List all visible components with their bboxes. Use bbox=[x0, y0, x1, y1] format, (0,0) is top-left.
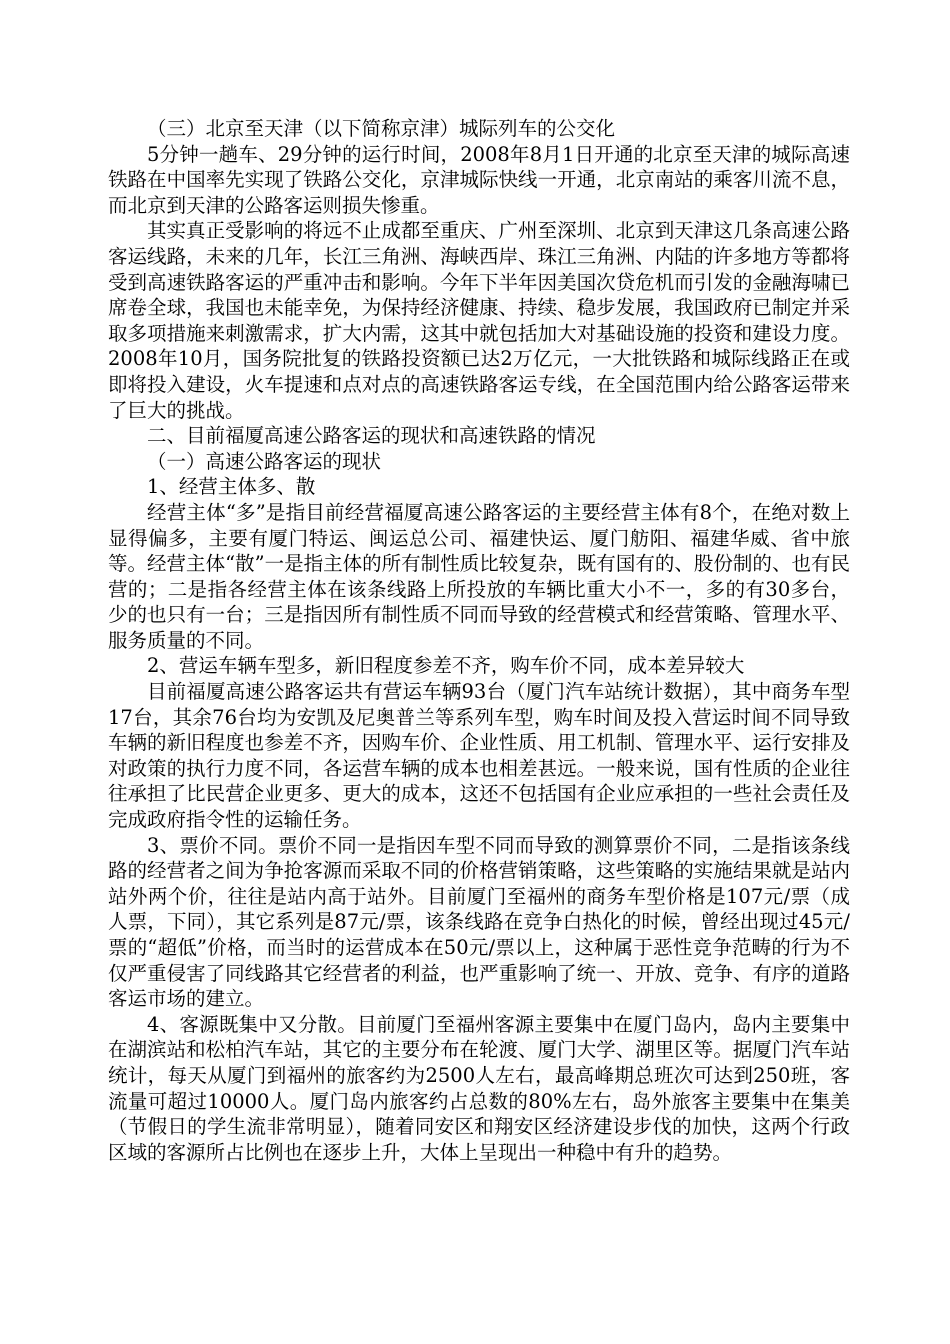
item-heading-vehicles: 2、营运车辆车型多，新旧程度参差不齐，购车价不同，成本差异较大 bbox=[147, 654, 745, 678]
document-page bbox=[108, 116, 850, 1165]
paragraph-jingjin-intercity: 5分钟一趟车、29分钟的运行时间，2008年8月1日开通的北京至天津的城际高速铁路在中国率先实现了铁路公交化，京津城际快线一开通，北京南站的乘客川流不息，而北京到天津的公路客运则损失惨重。 bbox=[108, 142, 850, 217]
section-heading-current-status: 二、目前福厦高速公路客运的现状和高速铁路的情况 bbox=[147, 424, 596, 448]
subsection-heading-highway-status: （一）高速公路客运的现状 bbox=[147, 449, 382, 473]
paragraph-passenger-sources: 4、客源既集中又分散。目前厦门至福州客源主要集中在厦门岛内，岛内主要集中在湖滨站和松柏汽车站，其它的主要分布在轮渡、厦门大学、湖里区等。据厦门汽车站统计，每天从厦门到福州的旅客约为2500人左右，最高峰期总班次可达到250班，客流量可超过10000人。厦门岛内旅客约占总数的80%左右，岛外旅客主要集中在集美（节假日的学生流非常明显），随着同安区和翔安区经济建设步伐的加快，这两个行政区域的客源所占比例也在逐步上升，大体上呈现出一种稳中有升的趋势。 bbox=[108, 1012, 850, 1164]
paragraph-operators: 经营主体“多”是指目前经营福厦高速公路客运的主要经营主体有8个，在绝对数上显得偏多，主要有厦门特运、闽运总公司、福建快运、厦门舫阳、福建华威、省中旅等。经营主体“散”一是指主体的所有制性质比较复杂，既有国有的、股份制的、也有民营的；二是指各经营主体在该条线路上所投放的车辆比重大小不一，多的有30多台，少的也只有一台；三是指因所有制性质不同而导致的经营模式和经营策略、管理水平、服务质量的不同。 bbox=[108, 500, 850, 652]
item-heading-operators: 1、经营主体多、散 bbox=[147, 475, 316, 499]
section-heading-beijing-tianjin: （三）北京至天津（以下简称京津）城际列车的公交化 bbox=[147, 117, 616, 140]
paragraph-fares: 3、票价不同。票价不同一是指因车型不同而导致的测算票价不同，二是指该条线路的经营者之间为争抢客源而采取不同的价格营销策略，这些策略的实施结果就是站内站外两个价，往往是站内高于站外。目前厦门至福州的商务车型价格是107元/票（成人票，下同），其它系列是87元/票，该条线路在竞争白热化的时候，曾经出现过45元/票的“超低”价格，而当时的运营成本在50元/票以上，这种属于恶性竞争范畴的行为不仅严重侵害了同线路其它经营者的利益，也严重影响了统一、开放、竞争、有序的道路客运市场的建立。 bbox=[108, 833, 850, 1011]
paragraph-impact: 其实真正受影响的将远不止成都至重庆、广州至深圳、北京到天津这几条高速公路客运线路，未来的几年，长江三角洲、海峡西岸、珠江三角洲、内陆的许多地方等都将受到高速铁路客运的严重冲击和影响。今年下半年因美国次贷危机而引发的金融海啸已席卷全球，我国也未能幸免，为保持经济健康、持续、稳步发展，我国政府已制定并采取多项措施来刺激需求，扩大内需，这其中就包括加大对基础设施的投资和建设力度。2008年10月，国务院批复的铁路投资额已达2万亿元，一大批铁路和城际线路正在或即将投入建设，火车提速和点对点的高速铁路客运专线，在全国范围内给公路客运带来了巨大的挑战。 bbox=[108, 219, 850, 422]
paragraph-vehicles: 目前福厦高速公路客运共有营运车辆93台（厦门汽车站统计数据），其中商务车型17台，其余76台均为安凯及尼奥普兰等系列车型，购车时间及投入营运时间不同导致车辆的新旧程度也参差不齐，因购车价、企业性质、用工机制、管理水平、运行安排及对政策的执行力度不同，各运营车辆的成本也相差甚远。一般来说，国有性质的企业往往承担了比民营企业更多、更大的成本，这还不包括国有企业应承担的一些社会责任及完成政府指令性的运输任务。 bbox=[108, 680, 850, 832]
